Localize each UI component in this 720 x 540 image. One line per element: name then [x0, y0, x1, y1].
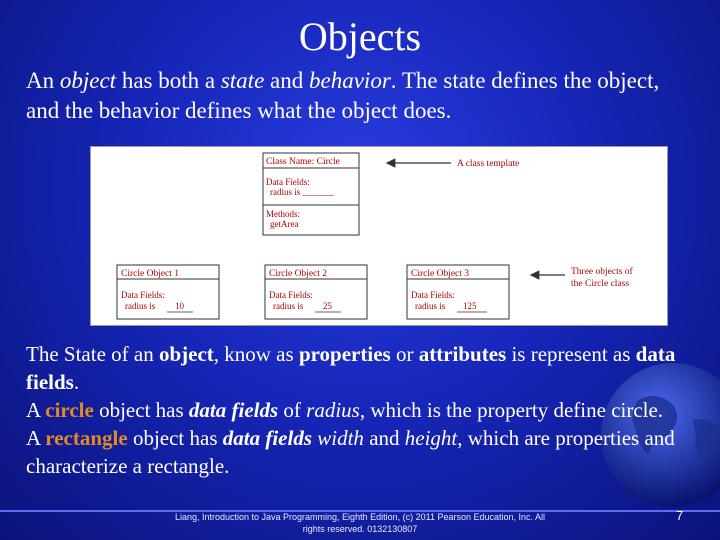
- p1-text-4: is represent as: [506, 342, 636, 366]
- objects-note-line-2: the Circle class: [571, 279, 630, 289]
- p2-text-4: , which is the property define circle.: [359, 398, 664, 422]
- class-data-fields-label: Data Fields:: [266, 177, 310, 187]
- intro-behavior-term: behavior: [309, 68, 391, 93]
- circle-object-2-radius-value: 25: [323, 301, 332, 311]
- p2-text-2: object has: [93, 398, 189, 422]
- intro-state-term: state: [220, 68, 265, 93]
- p1-text-2: , know as: [213, 342, 299, 366]
- class-method: getArea: [270, 219, 299, 229]
- circle-object-3-radius-value: 125: [463, 301, 477, 311]
- p1-text-3: or: [390, 342, 419, 366]
- intro-text-3: and: [264, 68, 310, 93]
- circle-object-1-name: Circle Object 1: [121, 269, 180, 279]
- circle-object-3-radius-label: radius is: [415, 301, 446, 311]
- p2-text-1: A: [26, 398, 46, 422]
- p3-data-fields-term: data fields: [222, 426, 312, 450]
- p3-width-term: width: [317, 426, 364, 450]
- circle-object-2-name: Circle Object 2: [269, 269, 328, 279]
- class-methods-label: Methods:: [266, 209, 301, 219]
- p1-object-term: object: [158, 342, 214, 366]
- intro-text-4: . The state defines the object, and the behavior defines what the object does.: [26, 68, 660, 123]
- body-paragraph-1: [26, 340, 696, 396]
- body-paragraph-3: [26, 424, 696, 480]
- circle-object-1-fields-label: Data Fields:: [121, 290, 165, 300]
- p3-text-1: A: [26, 426, 46, 450]
- intro-object-term: object: [59, 68, 117, 93]
- intro-text: [26, 66, 696, 126]
- circle-object-2-radius-label: radius is: [273, 301, 304, 311]
- footer-line-1: Liang, Introduction to Java Programming, Eighth Edition, (c) 2011 Pearson Education, Inc. All: [174, 512, 546, 522]
- p1-text-5: .: [73, 370, 80, 394]
- p3-rectangle-term: rectangle: [45, 426, 128, 450]
- circle-object-1-radius-label: radius is: [125, 301, 156, 311]
- circle-object-3-name: Circle Object 3: [411, 269, 470, 279]
- p1-attributes-term: attributes: [418, 342, 507, 366]
- objects-note-line-1: Three objects of: [571, 267, 633, 277]
- circle-object-1-radius-value: 10: [175, 301, 184, 311]
- class-name: Class Name: Circle: [266, 157, 340, 167]
- p2-radius-term: radius: [306, 398, 360, 422]
- p3-height-term: height: [404, 426, 458, 450]
- page-number: 7: [676, 508, 684, 523]
- body-text: [26, 340, 696, 480]
- footer-line-2: rights reserved. 0132130807: [302, 524, 418, 534]
- class-field: radius is _______: [270, 187, 334, 197]
- p3-text-2: object has: [127, 426, 223, 450]
- p2-text-3: of: [278, 398, 307, 422]
- p2-circle-term: circle: [45, 398, 94, 422]
- p1-data-fields-term: data fields: [26, 342, 676, 394]
- intro-text-1: An: [26, 68, 60, 93]
- class-object-diagram: [90, 146, 668, 326]
- body-paragraph-2: [26, 396, 696, 424]
- slide-title: Objects: [298, 14, 422, 59]
- circle-object-2-fields-label: Data Fields:: [269, 290, 313, 300]
- intro-text-2: has both a: [116, 68, 221, 93]
- p3-text-5: , which are properties and characterize a rectangle.: [26, 426, 675, 478]
- p3-text-4: and: [363, 426, 405, 450]
- circle-object-3-fields-label: Data Fields:: [411, 290, 455, 300]
- p1-text-1: The State of an: [26, 342, 159, 366]
- class-template-note: A class template: [457, 159, 520, 169]
- p1-properties-term: properties: [298, 342, 391, 366]
- p2-data-fields-term: data fields: [188, 398, 279, 422]
- footer-citation: [140, 511, 580, 535]
